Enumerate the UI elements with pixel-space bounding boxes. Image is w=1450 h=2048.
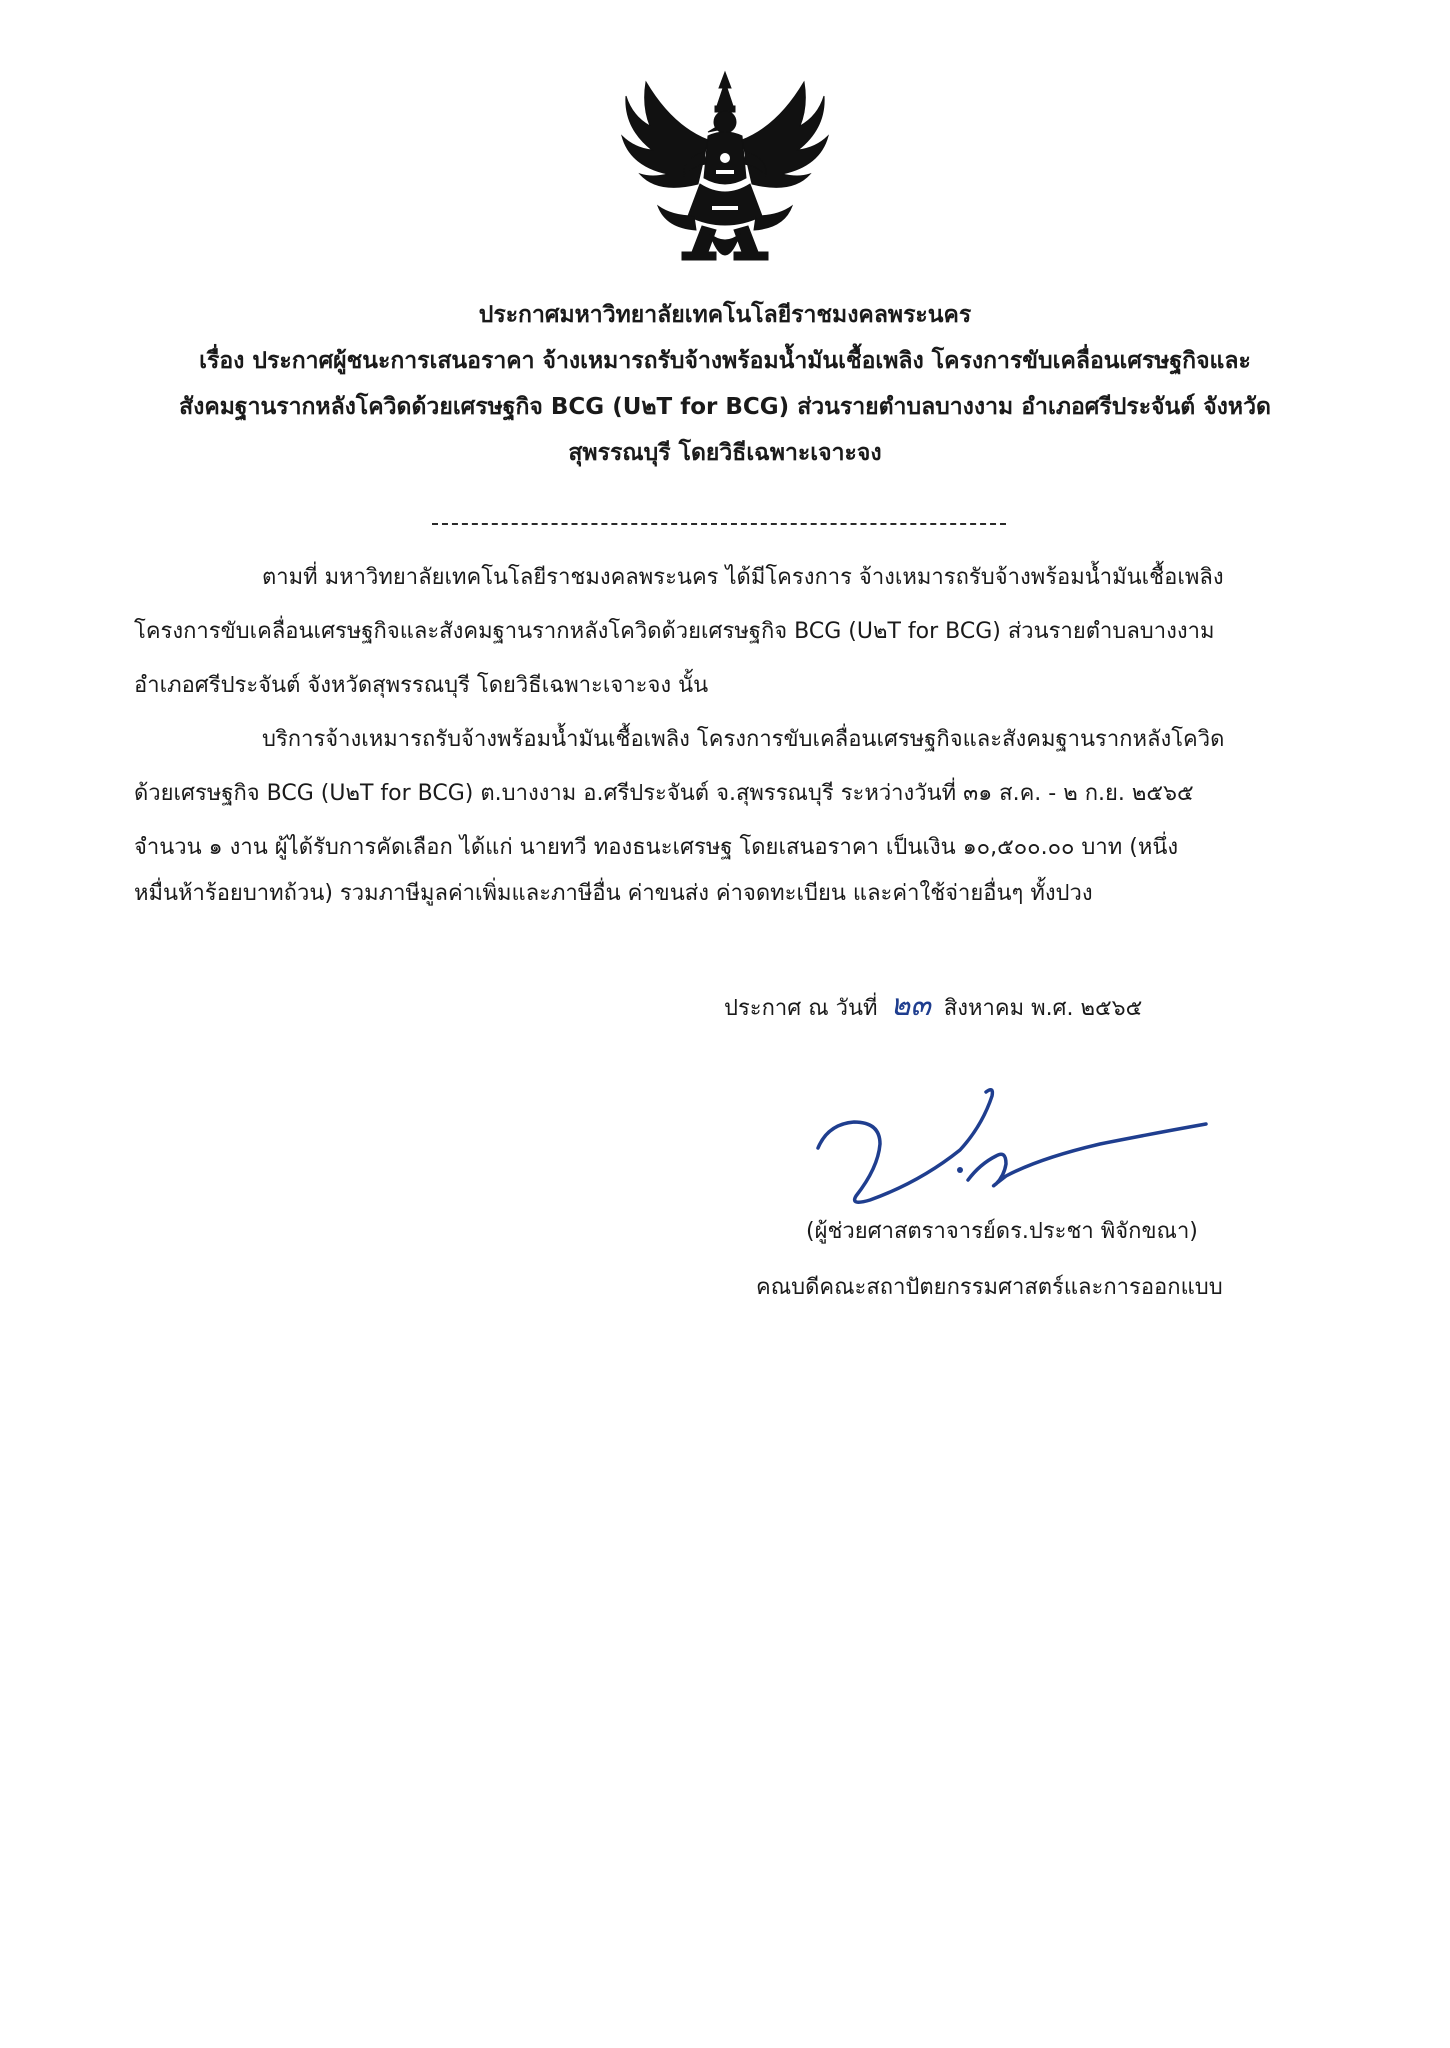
date-suffix: สิงหาคม พ.ศ. ๒๕๖๕	[943, 996, 1143, 1021]
announcement-date	[724, 984, 1142, 1031]
signature-icon	[810, 1072, 1230, 1222]
subject-line-2: สังคมฐานรากหลังโควิดด้วยเศรษฐกิจ BCG (U๒T for BCG) ส่วนรายตำบลบางงาม อำเภอศรีประจันต์ จังหวัด	[179, 394, 1271, 420]
signer-name: (ผู้ช่วยศาสตราจารย์ดร.ประชา พิจักขณา)	[806, 1219, 1198, 1244]
body-paragraph-1-line-3: อำเภอศรีประจันต์ จังหวัดสุพรรณบุรี โดยวิธีเฉพาะเจาะจง นั้น	[134, 673, 709, 698]
body-paragraph-2-line-3: จำนวน ๑ งาน ผู้ได้รับการคัดเลือก ได้แก่ นายทวี ทองธนะเศรษฐ โดยเสนอราคา เป็นเงิน ๑๐,๕๐๐.๐๐ บาท (หนึ่ง	[134, 835, 1179, 860]
body-paragraph-1-line-2: โครงการขับเคลื่อนเศรษฐกิจและสังคมฐานรากหลังโควิดด้วยเศรษฐกิจ BCG (U๒T for BCG) ส่วนรายตำบลบางงาม	[134, 619, 1215, 644]
body-paragraph-2-line-1: บริการจ้างเหมารถรับจ้างพร้อมน้ำมันเชื้อเพลิง โครงการขับเคลื่อนเศรษฐกิจและสังคมฐานรากหลังโควิด	[262, 727, 1225, 752]
signer-position: คณบดีคณะสถาปัตยกรรมศาสตร์และการออกแบบ	[756, 1275, 1223, 1300]
handwritten-day: ๒๓	[890, 988, 931, 1023]
date-prefix: ประกาศ ณ วันที่	[724, 996, 878, 1021]
garuda-emblem-icon	[612, 66, 838, 280]
subject-line-1: เรื่อง ประกาศผู้ชนะการเสนอราคา จ้างเหมารถรับจ้างพร้อมน้ำมันเชื้อเพลิง โครงการขับเคลื่อนเศรษฐกิจและ	[199, 348, 1251, 374]
body-paragraph-1-line-1: ตามที่ มหาวิทยาลัยเทคโนโลยีราชมงคลพระนคร ได้มีโครงการ จ้างเหมารถรับจ้างพร้อมน้ำมันเชื้อเพลิง	[262, 565, 1224, 590]
body-paragraph-2-line-4: หมื่นห้าร้อยบาทถ้วน) รวมภาษีมูลค่าเพิ่มและภาษีอื่น ค่าขนส่ง ค่าจดทะเบียน และค่าใช้จ่ายอื่นๆ ทั้งปวง	[134, 881, 1093, 906]
body-paragraph-2-line-2: ด้วยเศรษฐกิจ BCG (U๒T for BCG) ต.บางงาม อ.ศรีประจันต์ จ.สุพรรณบุรี ระหว่างวันที่ ๓๑ ส.ค. - ๒ ก.ย. ๒๕๖๕	[134, 781, 1194, 806]
subject-line-3: สุพรรณบุรี โดยวิธีเฉพาะเจาะจง	[568, 440, 882, 466]
announcement-title: ประกาศมหาวิทยาลัยเทคโนโลยีราชมงคลพระนคร	[478, 302, 972, 328]
divider	[432, 523, 1006, 525]
